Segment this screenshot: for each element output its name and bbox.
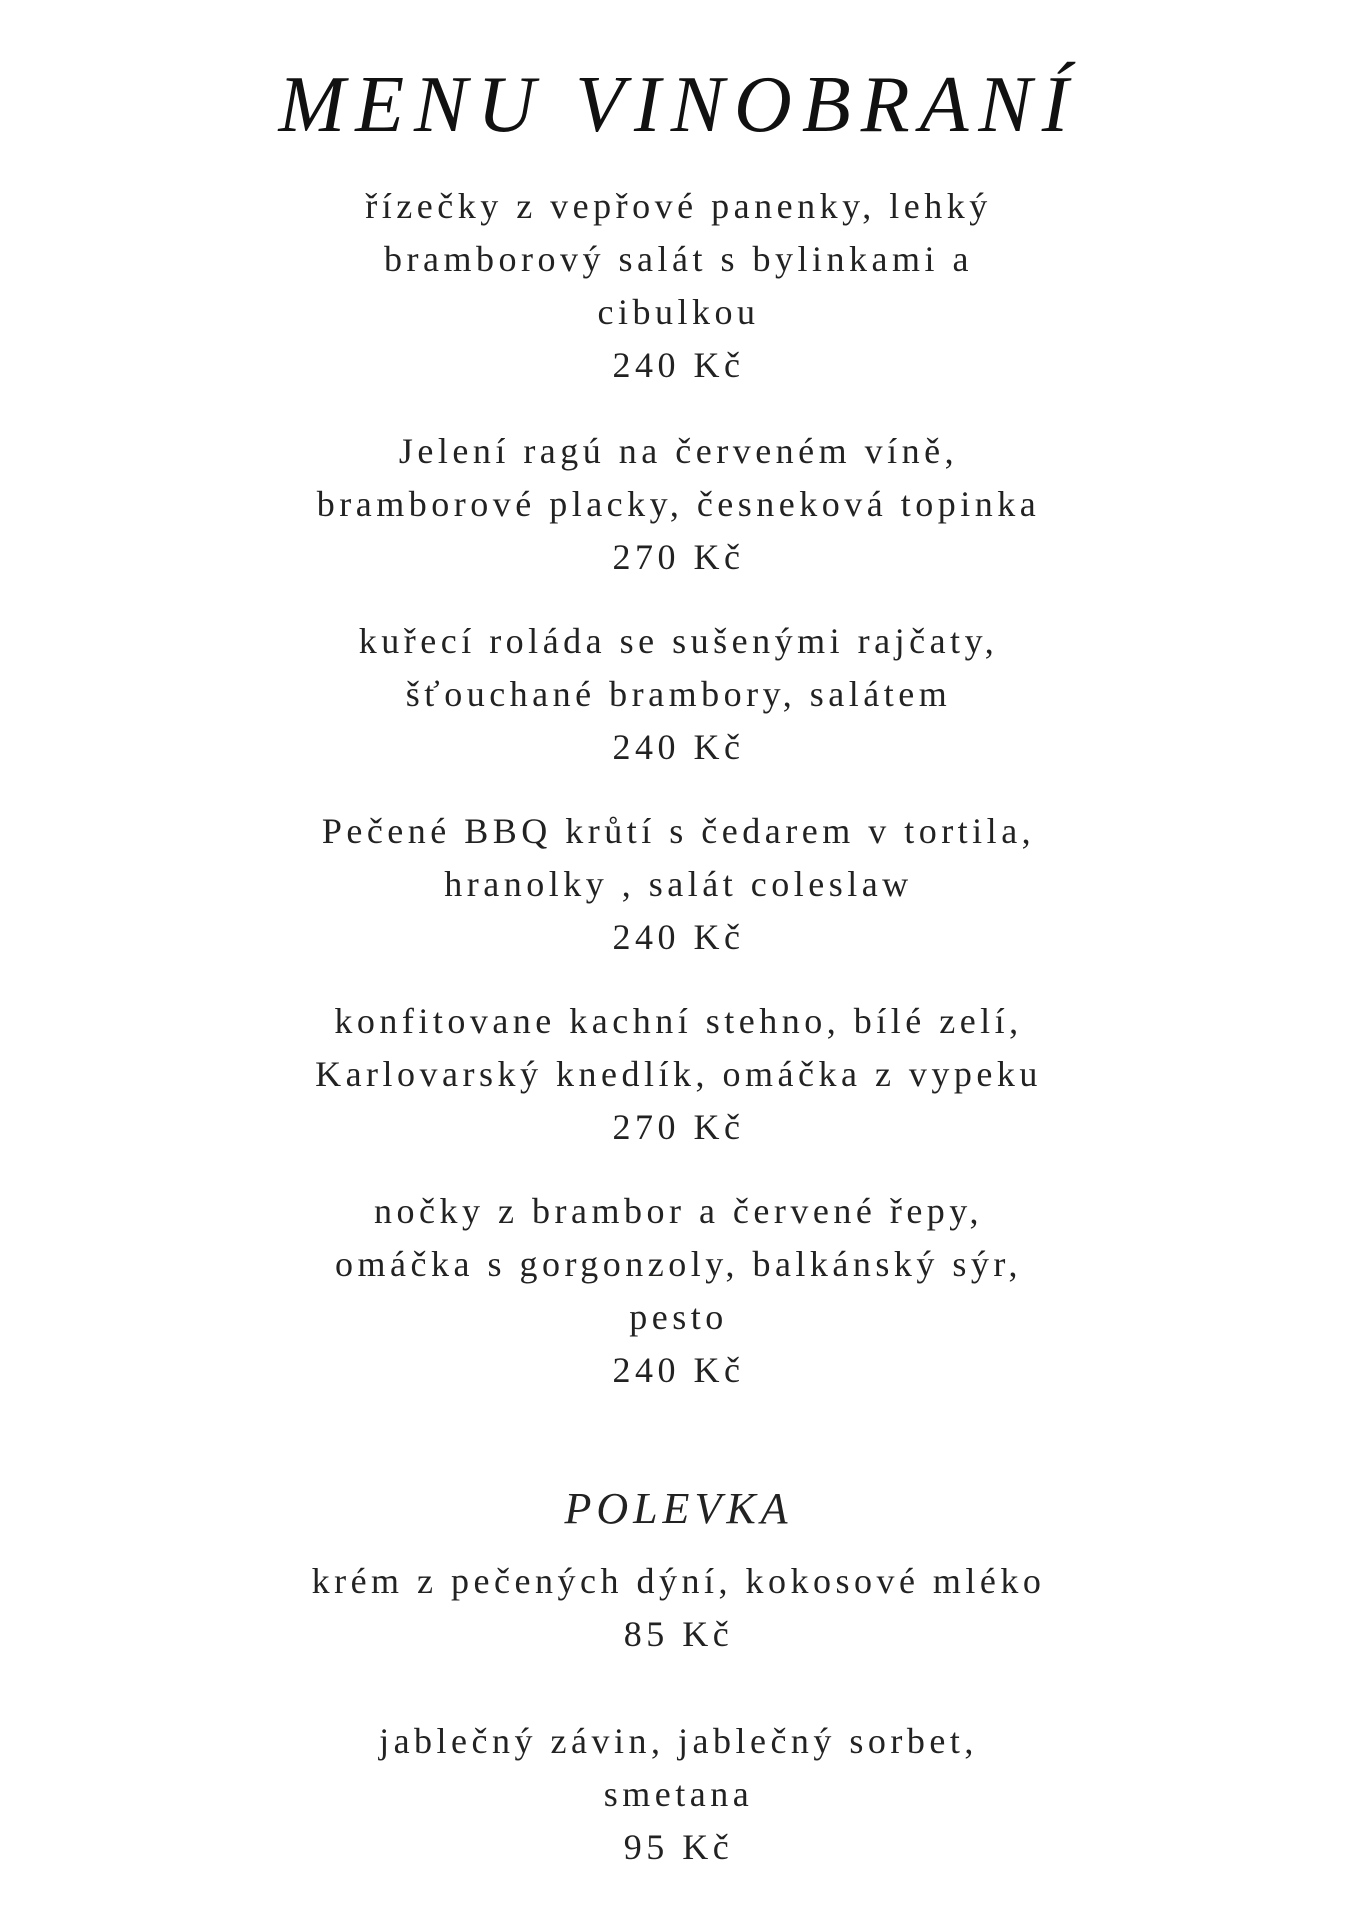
menu-item (0, 1185, 1357, 1397)
menu-item (0, 1715, 1357, 1874)
menu-item-price: 85 Kč (623, 1614, 734, 1654)
menu-item-description-line: hranolky , salát coleslaw (444, 864, 913, 904)
menu-item-description-line: Pečené BBQ krůtí s čedarem v tortila, (321, 811, 1036, 851)
menu-item-description-line: krém z pečených dýní, kokosové mléko (311, 1561, 1046, 1601)
menu-item (0, 180, 1357, 392)
menu-item (0, 615, 1357, 774)
menu-item-description-line: šťouchané brambory, salátem (405, 674, 952, 714)
menu-item-description-line: jablečný závin, jablečný sorbet, (379, 1721, 978, 1761)
menu-item-price: 240 Kč (612, 345, 745, 385)
menu-item-price: 240 Kč (612, 1350, 745, 1390)
menu-item-description-line: cibulkou (597, 292, 760, 332)
menu-item (0, 995, 1357, 1154)
menu-item (0, 1555, 1357, 1661)
menu-item-description-line: řízečky z vepřové panenky, lehký (365, 186, 992, 226)
menu-item-price: 240 Kč (612, 727, 745, 767)
menu-item-description-line: konfitovane kachní stehno, bílé zelí, (334, 1001, 1023, 1041)
menu-item-description-line: omáčka s gorgonzoly, balkánský sýr, (335, 1244, 1022, 1284)
menu-item-price: 270 Kč (612, 537, 745, 577)
menu-item-description-line: nočky z brambor a červené řepy, (374, 1191, 983, 1231)
menu-item-price: 270 Kč (612, 1107, 745, 1147)
menu-item (0, 805, 1357, 964)
menu-item-description-line: Jelení ragú na červeném víně, (398, 431, 959, 471)
menu-item-description-line: bramborový salát s bylinkami a (384, 239, 973, 279)
menu-item-description-line: pesto (629, 1297, 728, 1337)
menu-item-price: 240 Kč (612, 917, 745, 957)
menu-item-description-line: bramborové placky, česneková topinka (316, 484, 1041, 524)
section-heading-soup: POLEVKA (564, 1484, 793, 1533)
menu-item-description-line: Karlovarský knedlík, omáčka z vypeku (315, 1054, 1042, 1094)
menu-item-description-line: smetana (603, 1774, 754, 1814)
menu-item-description-line: kuřecí roláda se sušenými rajčaty, (358, 621, 999, 661)
menu-item-price: 95 Kč (623, 1827, 734, 1867)
menu-item (0, 425, 1357, 584)
page-title: MENU VINOBRANÍ (278, 61, 1079, 149)
